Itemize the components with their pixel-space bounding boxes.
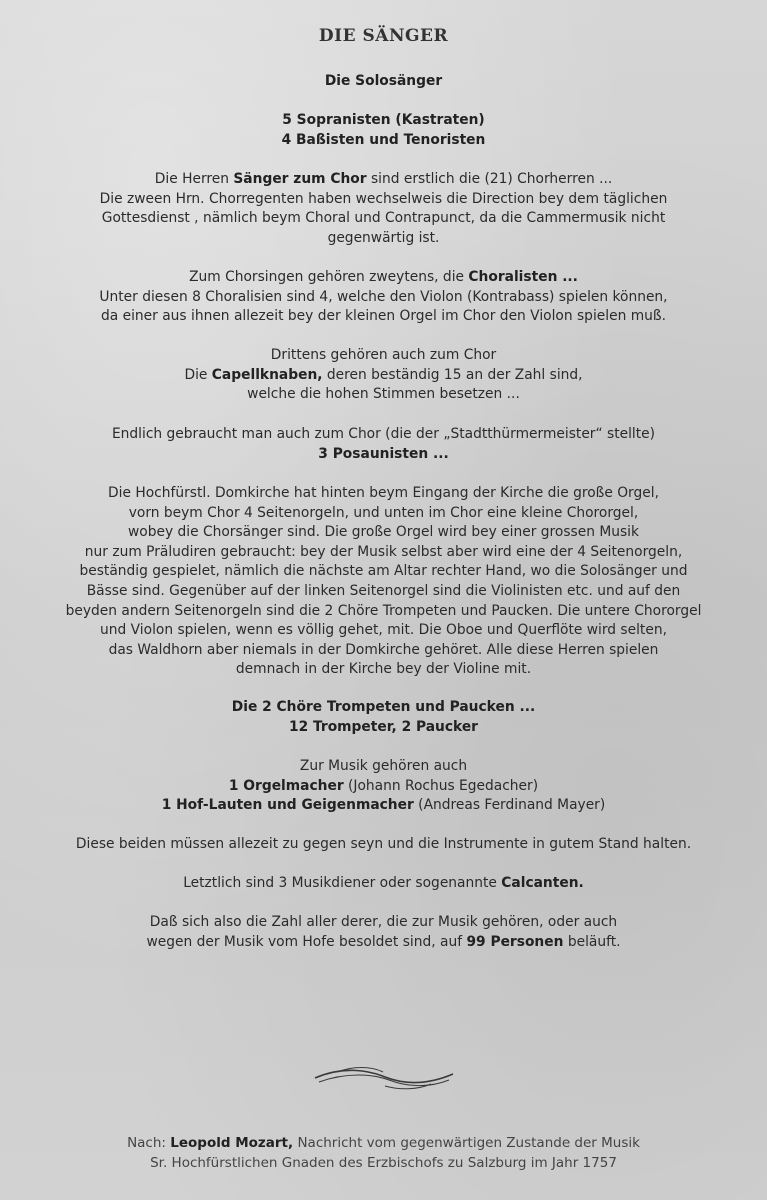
sopranists-line: 5 Sopranisten (Kastraten) (282, 112, 485, 128)
paragraph-chapel-boys: Drittens gehören auch zum Chor Die Capellknaben, deren beständig 15 an der Zahl sind, welche die hohen Stimmen besetzen ... (184, 347, 583, 403)
flourish-ornament-icon (313, 1060, 455, 1092)
paragraph-organs: Die Hochfürstl. Domkirche hat hinten beym Eingang der Kirche die große Orgel, vorn beym Chor 4 Seitenorgeln, und unten im Chor eine kleine Chororgel, wobey die Chorsänger sind. Die große Orgel wird bey einer grossen Musik nur zum Präludiren gebraucht: bey der Musik selbst aber wird eine der 4 Seitenorgeln, beständig gespielet, nämlich die nächste am Altar rechter Hand, wo die Solosänger und Bässe sind. Gegenüber auf der linken Seitenorgel sind die Violinisten etc. und auf den beyden andern Seitenorgeln sind die 2 Chöre Trompeten und Paucken. Die untere Chororgel und Violon spielen, wenn es völlig gehet, mit. Die Oboe und Querflöte wird selten, das Waldhorn aber niemals in der Domkirche gehöret. Alle diese Herren spielen demnach in der Kirche bey der Violine mit. (65, 485, 702, 678)
paragraph-maintenance: Diese beiden müssen allezeit zu gegen seyn und die Instrumente in gutem Stand halten. (75, 836, 692, 852)
solo-list (30, 111, 737, 150)
solo-section (30, 72, 737, 92)
source-citation: Nach: Leopold Mozart, Nachricht vom gegenwärtigen Zustande der Musik Sr. Hochfürstlichen Gnaden des Erzbischofs zu Salzburg im Jahr 1757 (127, 1135, 640, 1171)
page-title: DIE SÄNGER (318, 26, 449, 46)
paragraph-trumpets: Die 2 Chöre Trompeten und Paucken ... 12 Trompeter, 2 Paucker (231, 699, 536, 735)
paragraph-total: Daß sich also die Zahl aller derer, die zur Musik gehören, oder auch wegen der Musik vom Hofe besoldet sind, auf 99 Personen beläuft. (146, 914, 621, 950)
paragraph-instrument-makers: Zur Musik gehören auch 1 Orgelmacher (Johann Rochus Egedacher) 1 Hof-Lauten und Geigenmacher (Andreas Ferdinand Mayer) (161, 758, 606, 814)
paragraph-trombonists: Endlich gebraucht man auch zum Chor (die der „Stadtthürmermeister“ stellte) 3 Posaunisten ... (111, 426, 656, 462)
paragraph-calcanten: Letztlich sind 3 Musikdiener oder sogenannte Calcanten. (183, 875, 584, 891)
paragraph-choralists: Zum Chorsingen gehören zweytens, die Choralisten ... Unter diesen 8 Choralisien sind 4, welche den Violon (Kontrabass) spielen können, da einer aus ihnen allezeit bey der kleinen Orgel im Chor den Violon spielen muß. (99, 269, 668, 325)
solo-heading: Die Solosänger (324, 73, 443, 89)
basses-line: 4 Baßisten und Tenoristen (281, 131, 486, 148)
paragraph-choir-singers: Die Herren Sänger zum Chor sind erstlich die (21) Chorherren ... Die zween Hrn. Chorregenten haben wechselweis die Direction bey dem täglichen Gottesdienst , nämlich beym Choral und Contrapunct, da die Cammermusik nicht gegenwärtig ist. (99, 171, 668, 246)
